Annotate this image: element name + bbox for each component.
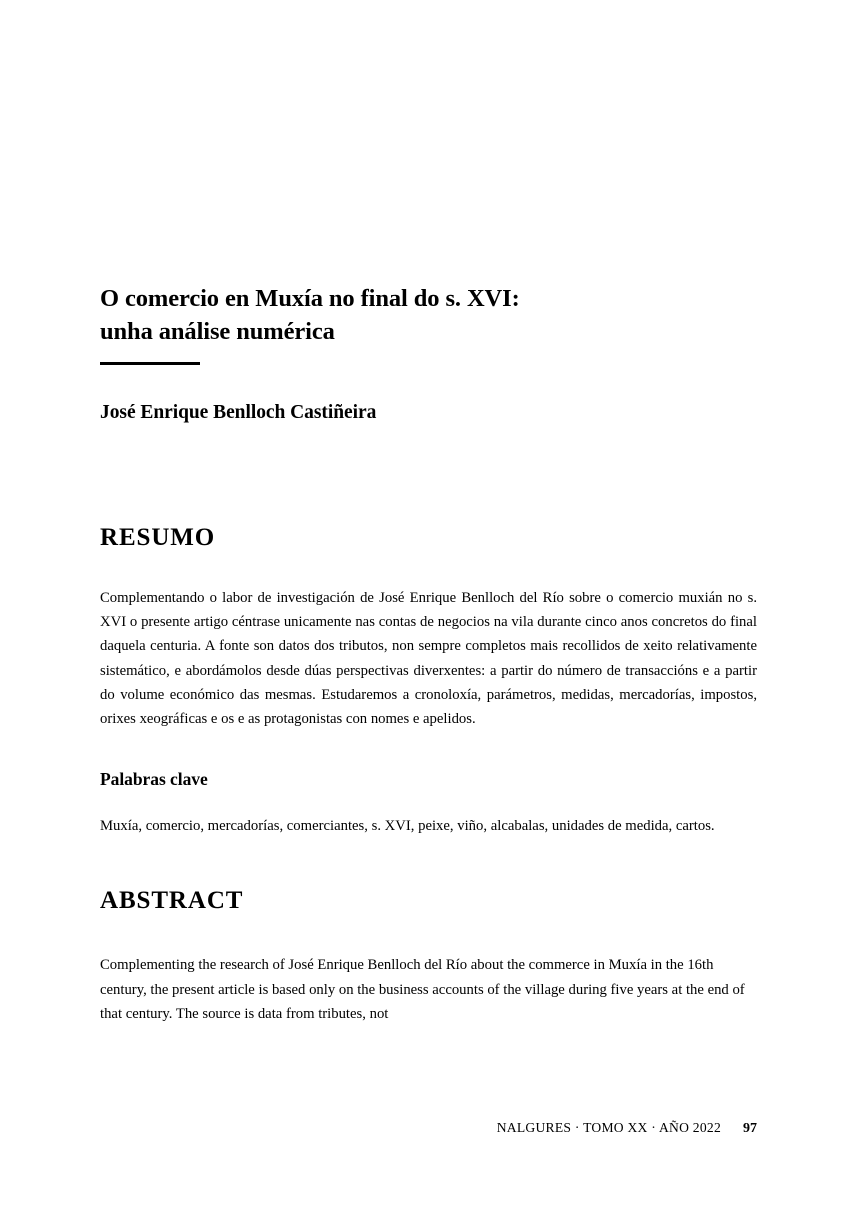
author-name: José Enrique Benlloch Castiñeira: [100, 402, 377, 423]
section-heading-resumo: RESUMO: [100, 524, 216, 551]
page-title: [100, 282, 757, 348]
title-block: [100, 0, 757, 365]
subsection-heading-keywords: Palabras clave: [100, 769, 208, 790]
page-content-column: [100, 0, 757, 1026]
footer-page-number: 97: [743, 1121, 757, 1136]
title-line-1: O comercio en Muxía no final do s. XVI:: [100, 285, 520, 312]
title-line-2: unha análise numérica: [100, 318, 335, 345]
keywords-list: Muxía, comercio, mercadorías, comerciantes, s. XVI, peixe, viño, alcabalas, unidades de medida, cartos.: [100, 818, 715, 835]
abstract-paragraph: Complementing the research of José Enrique Benlloch del Río about the commerce in Muxía in the 16th century, the present article is based only on the business accounts of the village during five years at the end of that century. The source is data from tributes, not: [100, 957, 745, 1022]
footer-journal-info: NALGURES · TOMO XX · AÑO 2022: [496, 1120, 721, 1135]
resumo-paragraph: Complementando o labor de investigación de José Enrique Benlloch del Río sobre o comercio muxián no s. XVI o presente artigo céntrase unicamente nas contas de negocios na vila durante cinco anos concretos do final daquela centuria. A fonte son datos dos tributos, non sempre completos mais recollidos de xeito relativamente sistemático, e abordámolos desde dúas perspectivas diverxentes: a partir do número de transaccións e a partir do volume económico das mesmas. Estudaremos a cronoloxía, parámetros, medidas, mercadorías, impostos, orixes xeográficas e os e as protagonistas con nomes e apelidos.: [100, 590, 757, 728]
section-heading-abstract: ABSTRACT: [100, 887, 244, 915]
page-footer: [100, 1119, 757, 1138]
